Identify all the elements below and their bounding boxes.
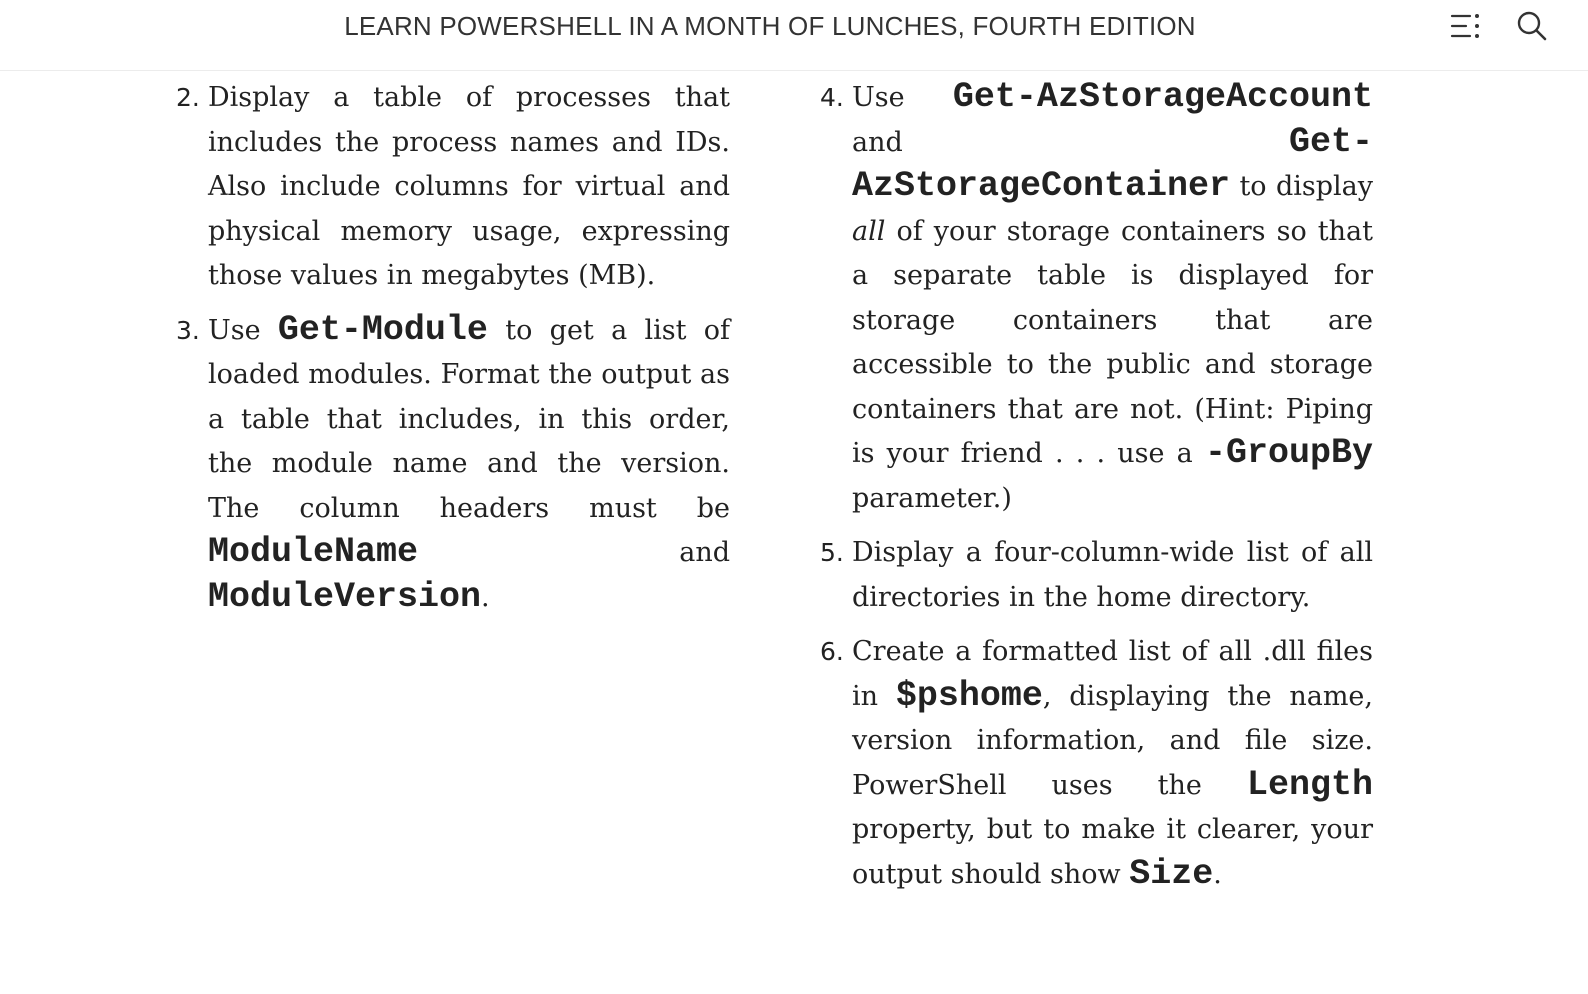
exercise-item-3 — [176, 309, 730, 621]
exercise-text-run: Create a formatted list of all .dll files in — [852, 636, 1373, 712]
exercise-text — [208, 76, 730, 299]
code-size: Size — [1129, 853, 1214, 894]
code-get-azstoragecontainer: Get-AzStorageContainer — [852, 121, 1373, 206]
code-groupby: -GroupBy — [1204, 433, 1373, 473]
table-of-contents-icon[interactable] — [1446, 8, 1486, 44]
exercise-number: 5. — [820, 538, 844, 567]
exercise-item-6 — [820, 630, 1373, 897]
code-pshome: $pshome — [895, 675, 1043, 716]
exercise-text-run: . — [1213, 858, 1222, 890]
exercise-text — [852, 531, 1373, 620]
exercise-text-run: parameter.) — [852, 482, 1012, 514]
reader-top-bar — [0, 0, 1588, 71]
exercise-text-run: . — [481, 581, 490, 613]
exercise-item-5 — [820, 531, 1373, 620]
exercise-list-right — [820, 76, 1373, 897]
exercise-text — [852, 76, 1373, 521]
exercise-item-4 — [820, 76, 1373, 521]
exercise-number: 4. — [820, 83, 844, 112]
code-modulename: ModuleName — [208, 532, 419, 572]
left-column — [176, 76, 730, 630]
code-moduleversion: ModuleVersion — [208, 576, 482, 617]
exercise-text-run: Use — [208, 314, 261, 346]
exercise-text-run: Display a four-column-wide list of all directories in the home directory. — [852, 537, 1373, 613]
exercise-text — [208, 309, 730, 621]
exercise-text-run: to get a list of loaded modules. Format the output as a table that includes, in this order, the module name and the version. The column headers must be — [208, 314, 731, 524]
exercise-number: 3. — [176, 315, 200, 345]
exercise-text-run: of your storage containers so that a separate table is displayed for storage containers that are accessible to the public and storage containers that are not. (Hint: Piping is your friend . . . use a — [852, 215, 1373, 469]
exercise-text-run: Display a table of processes that includes the process names and IDs. Also include columns for virtual and physical memory usage, expressing those values in megabytes (MB). — [208, 82, 730, 291]
code-length: Length — [1246, 764, 1373, 805]
emphasis-all: all — [852, 215, 886, 247]
exercise-text — [852, 630, 1373, 897]
exercise-number: 6. — [820, 637, 844, 666]
code-get-module: Get-Module — [277, 309, 488, 350]
book-title: LEARN POWERSHELL IN A MONTH OF LUNCHES, FOURTH EDITION — [344, 11, 1196, 41]
exercise-text-run: property, but to make it clearer, your output should show — [852, 814, 1373, 890]
exercise-text-run: , displaying the name, version information, and file size. PowerShell uses the — [852, 680, 1373, 801]
exercise-text-run: Use — [852, 82, 905, 113]
exercise-item-2 — [176, 76, 730, 299]
exercise-number: 2. — [176, 83, 200, 112]
search-icon[interactable] — [1512, 8, 1552, 44]
exercise-list-left — [176, 76, 730, 620]
exercise-text-run: and — [679, 537, 730, 568]
exercise-text-run: and — [852, 126, 903, 158]
code-get-azstorageaccount: Get-AzStorageAccount — [952, 77, 1373, 117]
exercise-text-run: to display — [1239, 171, 1373, 202]
right-column — [820, 76, 1373, 907]
